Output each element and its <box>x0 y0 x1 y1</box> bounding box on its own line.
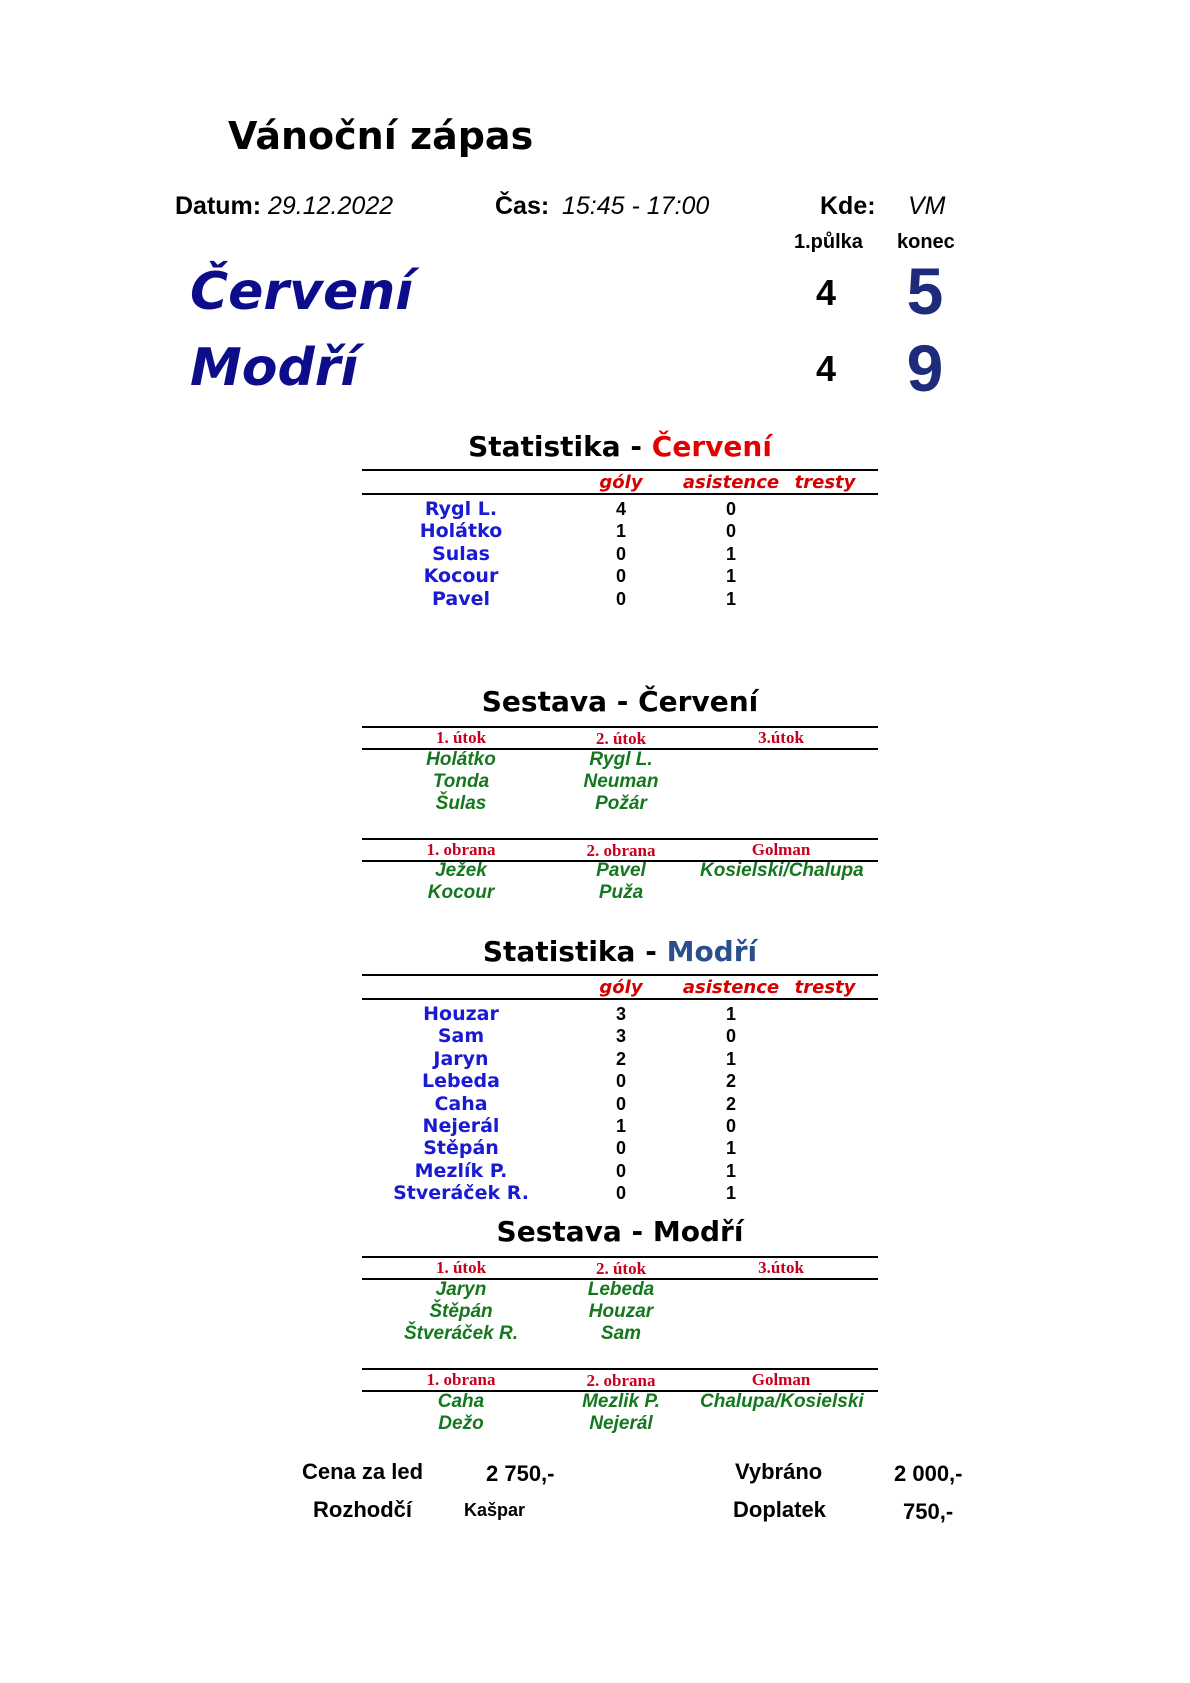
assists-value: 1 <box>725 543 736 564</box>
defense-2-header: 2. obrana <box>586 1371 656 1390</box>
lineup-player: Kocour <box>427 882 495 903</box>
divider <box>362 998 878 1000</box>
time-label: Čas: <box>495 192 550 220</box>
player-name: Stveráček R. <box>393 1182 529 1205</box>
player-name: Jaryn <box>433 1047 489 1070</box>
stats-red-names <box>380 498 542 610</box>
lineup-player: Mezlik P. <box>582 1391 660 1412</box>
final-label: konec <box>897 231 955 253</box>
player-name: Caha <box>434 1092 488 1115</box>
goals-value: 0 <box>615 588 626 609</box>
lineup-player: Kosielski/Chalupa <box>700 860 864 881</box>
defense-1-header: 1. obrana <box>426 840 496 859</box>
goals-value: 0 <box>615 1183 626 1204</box>
col-header-assists: asistence <box>682 977 780 998</box>
col-header-assists: asistence <box>682 472 780 493</box>
referee-label: Rozhodčí <box>313 1497 412 1522</box>
stats-blue-names <box>380 1003 542 1205</box>
goalie-header: Golman <box>751 840 811 859</box>
goals-value: 0 <box>615 566 626 587</box>
lineup-player: Neuman <box>583 771 659 792</box>
player-name: Houzar <box>423 1003 499 1025</box>
col-header-goals: góly <box>599 472 643 493</box>
surcharge-label: Doplatek <box>733 1497 826 1522</box>
goals-value: 1 <box>615 1115 626 1136</box>
final-score-blue: 9 <box>906 331 944 405</box>
assists-value: 1 <box>725 1004 736 1024</box>
goals-value: 3 <box>615 1004 626 1024</box>
stats-blue-title: Statistika - Modří <box>482 935 758 968</box>
defense-1-players <box>380 1391 542 1435</box>
lineup-player: Houzar <box>588 1301 654 1322</box>
stats-blue-team: Modří <box>666 935 758 968</box>
lineup-player: Šulas <box>435 793 487 814</box>
defense-1-header: 1. obrana <box>426 1370 496 1389</box>
half-label: 1.půlka <box>794 231 863 253</box>
assists-value: 1 <box>725 1138 736 1159</box>
goals-value: 0 <box>615 1093 626 1114</box>
assists-value: 1 <box>725 566 736 587</box>
surcharge-value: 750,- <box>903 1499 954 1524</box>
assists-value: 0 <box>725 499 736 519</box>
goals-value: 3 <box>615 1026 626 1047</box>
assists-value: 2 <box>725 1071 736 1092</box>
assists-value: 1 <box>725 588 736 609</box>
lineup-player: Štveráček R. <box>403 1323 519 1344</box>
attack-2-players <box>540 1279 702 1345</box>
lineup-player: Sam <box>600 1323 642 1344</box>
lineup-player: Dežo <box>438 1413 484 1434</box>
goals-value: 0 <box>615 1071 626 1092</box>
lineup-red-title: Sestava - Červení <box>481 685 759 718</box>
stats-red-assists <box>650 498 812 610</box>
attack-2-header: 2. útok <box>595 1259 647 1278</box>
ice-price-value: 2 750,- <box>486 1461 555 1486</box>
lineup-player: Chalupa/Kosielski <box>700 1391 864 1412</box>
lineup-player: Štěpán <box>429 1301 493 1322</box>
stats-red-title: Statistika - Červení <box>468 430 772 463</box>
team-name-red: Červení <box>190 262 414 322</box>
half-score-blue: 4 <box>815 348 837 389</box>
goalie-header: Golman <box>751 1370 811 1389</box>
goalie-players <box>700 1391 862 1413</box>
divider <box>362 469 878 471</box>
player-name: Mezlík P. <box>414 1159 508 1182</box>
attack-1-players <box>380 749 542 815</box>
lineup-player: Puža <box>598 882 644 903</box>
player-name: Sulas <box>432 542 490 565</box>
attack-2-players <box>540 749 702 815</box>
assists-value: 2 <box>725 1093 736 1114</box>
lineup-player: Lebeda <box>587 1279 655 1300</box>
assists-value: 0 <box>725 1115 736 1136</box>
collected-value: 2 000,- <box>894 1461 963 1486</box>
attack-2-header: 2. útok <box>595 729 647 748</box>
col-header-goals: góly <box>599 977 643 998</box>
lineup-player: Rygl L. <box>589 749 653 770</box>
ice-price-label: Cena za led <box>302 1459 424 1484</box>
goals-value: 4 <box>615 499 626 519</box>
attack-3-header: 3.útok <box>758 1258 804 1277</box>
attack-3-header: 3.útok <box>758 728 804 747</box>
place-label: Kde: <box>820 192 876 220</box>
goalie-players <box>700 860 862 882</box>
lineup-player: Požár <box>595 793 647 814</box>
time-value: 15:45 - 17:00 <box>562 192 710 220</box>
defense-1-players <box>380 860 542 904</box>
player-name: Stěpán <box>423 1137 499 1160</box>
defense-2-players <box>540 1391 702 1435</box>
team-name-blue: Modří <box>190 338 359 398</box>
player-name: Pavel <box>431 587 491 610</box>
player-name: Kocour <box>423 565 499 588</box>
player-name: Holátko <box>419 520 503 543</box>
col-header-penalties: tresty <box>794 472 856 493</box>
stats-blue-assists <box>650 1003 812 1205</box>
half-score-red: 4 <box>815 272 837 313</box>
stats-red-team: Červení <box>651 430 772 463</box>
defense-2-header: 2. obrana <box>586 841 656 860</box>
lineup-player: Tonda <box>432 771 490 792</box>
col-header-penalties: tresty <box>794 977 856 998</box>
player-name: Lebeda <box>422 1070 500 1093</box>
date-value: 29.12.2022 <box>268 192 394 220</box>
collected-label: Vybráno <box>735 1459 823 1484</box>
referee-value: Kašpar <box>464 1500 526 1520</box>
final-score-red: 5 <box>906 254 944 328</box>
attack-1-players <box>380 1279 542 1345</box>
goals-value: 1 <box>615 521 626 542</box>
player-name: Rygl L. <box>424 498 498 520</box>
lineup-player: Holátko <box>426 749 496 770</box>
goals-value: 2 <box>615 1048 626 1069</box>
divider <box>362 493 878 495</box>
divider <box>362 974 878 976</box>
lineup-player: Nejerál <box>589 1413 653 1434</box>
goals-value: 0 <box>615 1160 626 1181</box>
player-name: Nejerál <box>422 1114 500 1137</box>
date-label: Datum: <box>175 192 262 220</box>
lineup-player: Ježek <box>435 860 487 881</box>
assists-value: 1 <box>725 1048 736 1069</box>
attack-1-header: 1. útok <box>435 728 487 747</box>
goals-value: 0 <box>615 1138 626 1159</box>
place-value: VM <box>908 192 946 220</box>
defense-2-players <box>540 860 702 904</box>
page-title: Vánoční zápas <box>228 114 534 158</box>
goals-value: 0 <box>615 543 626 564</box>
attack-1-header: 1. útok <box>435 1258 487 1277</box>
player-name: Sam <box>437 1025 485 1048</box>
lineup-player: Jaryn <box>435 1279 487 1300</box>
lineup-blue-title: Sestava - Modří <box>496 1215 744 1248</box>
assists-value: 0 <box>725 1026 736 1047</box>
lineup-player: Caha <box>437 1391 485 1412</box>
lineup-player: Pavel <box>596 860 646 881</box>
assists-value: 1 <box>725 1183 736 1204</box>
assists-value: 0 <box>725 521 736 542</box>
assists-value: 1 <box>725 1160 736 1181</box>
